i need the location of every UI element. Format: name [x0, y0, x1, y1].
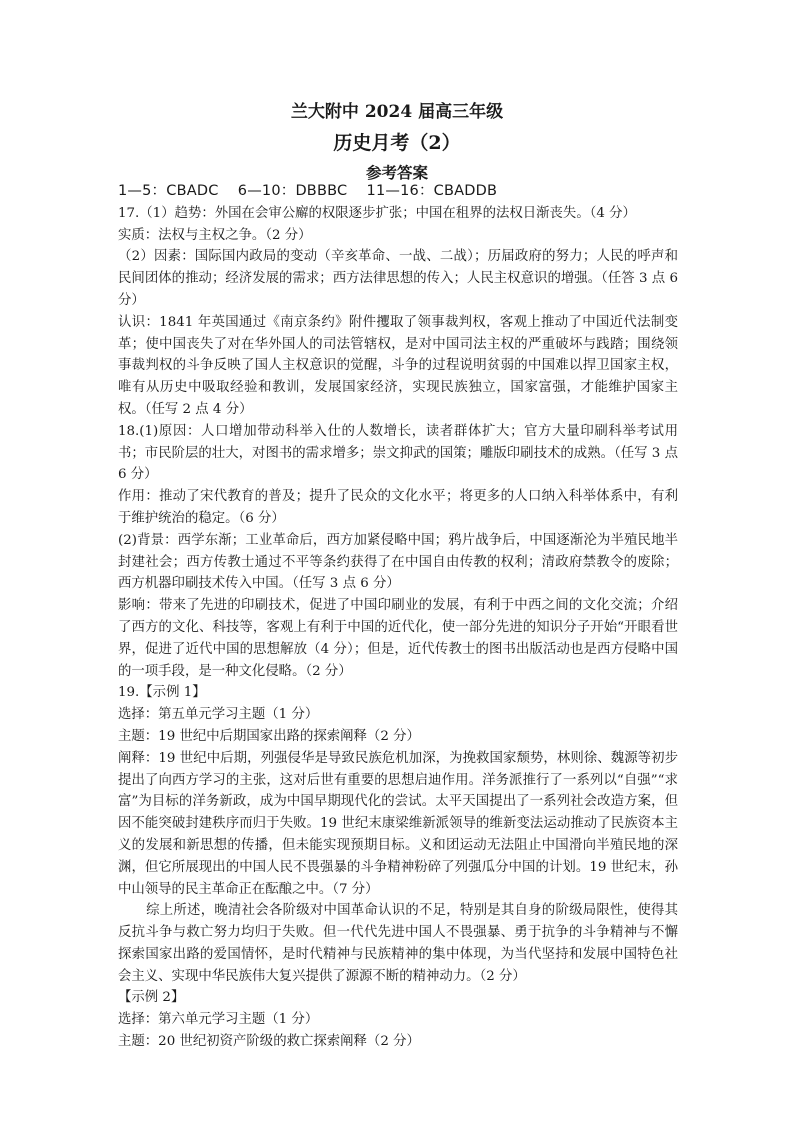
q17-part2-understanding: 认识：1841 年英国通过《南京条约》附件攫取了领事裁判权，客观上推动了中国近代法制变革；使中国丧失了对在华外国人的司法管辖权，是对中国司法主权的严重破坏与践踏；围绕领事裁判权的斗争反映了国人主权意识的觉醒，斗争的过程说明贫弱的中国难以捍卫国家主权，唯有从历史中吸取经验和教训，发展国家经济，实现民族独立，国家富强，才能维护国家主权。（任写 2 点 4 分） — [118, 314, 678, 417]
q17-part2-factors: （2）因素：国际国内政局的变动（辛亥革命、一战、二战）；历届政府的努力；人民的呼声和民间团体的推动；经济发展的需求；西方法律思想的传入；人民主权意识的增强。（任答 3 点 6 分） — [118, 249, 683, 308]
q17-part1-trend: 17.（1）趋势：外国在会审公廨的权限逐步扩张；中国在租界的法权日渐丧失。（4 分） — [118, 205, 636, 221]
q17-part1-essence: 实质：法权与主权之争。（2 分） — [118, 227, 312, 243]
answer-body — [118, 181, 683, 1053]
q18-part1-effects: 作用：推动了宋代教育的普及；提升了民众的文化水平；将更多的人口纳入科举体系中，有利于维护统治的稳定。（6 分） — [118, 489, 678, 526]
multiple-choice-answers: 1—5：CBADC 6—10：DBBBC 11—16：CBADDB — [118, 183, 498, 199]
q19-example2-theme: 主题：20 世纪初资产阶级的救亡探索阐释（2 分） — [118, 1034, 420, 1050]
q19-example1-conclusion: 综上所述，晚清社会各阶级对中国革命认识的不足，特别是其自身的阶级局限性，使得其反抗斗争与救亡努力均归于失败。但一代代先进中国人不畏强暴、勇于抗争的斗争精神与不懈探索国家出路的爱国情怀，是时代精神与民族精神的集中体现，为当代坚持和发展中国特色社会主义、实现中华民族伟大复兴提供了源源不断的精神动力。（2 分） — [118, 903, 678, 984]
q19-example1-choice: 选择：第五单元学习主题（1 分） — [118, 707, 319, 723]
q19-example2-choice: 选择：第六单元学习主题（1 分） — [118, 1012, 319, 1028]
q19-example2-heading: 【示例 2】 — [118, 990, 185, 1006]
answer-key-heading: 参考答案 — [365, 163, 428, 182]
q18-part1-reasons: 18.(1)原因：人口增加带动科举入仕的人数增长，读者群体扩大；官方大量印刷科举考试用书；市民阶层的壮大，对图书的需求增多；崇文抑武的国策；雕版印刷技术的成熟。（任写 3 点 6 分） — [118, 423, 683, 483]
q19-example1-heading: 19.【示例 1】 — [118, 685, 206, 701]
q18-part2-background: (2)背景：西学东渐；工业革命后，西方加紧侵略中国；鸦片战争后，中国逐渐沦为半殖民地半封建社会；西方传教士通过不平等条约获得了在中国自由传教的权利；清政府禁教令的废除；西方机器印刷技术传入中国。（任写 3 点 6 分） — [118, 532, 678, 592]
q19-example1-theme: 主题：19 世纪中后期国家出路的探索阐释（2 分） — [118, 728, 420, 744]
q19-example1-explanation: 阐释：19 世纪中后期，列强侵华是导致民族危机加深，为挽救国家颓势，林则徐、魏源等初步提出了向西方学习的主张，这对后世有重要的思想启迪作用。洋务派推行了一系列以“自强”“求富”为目标的洋务新政，成为中国早期现代化的尝试。太平天国提出了一系列社会改造方案，但因不能突破封建秩序而归于失败。19 世纪末康梁维新派领导的维新变法运动推动了民族资本主义的发展和新思想的传播，但未能实现预期目标。义和团运动无法阻止中国滑向半殖民地的深渊，但它所展现出的中国人民不畏强暴的斗争精神粉碎了列强瓜分中国的计划。19 世纪末，孙中山领导的民主革命正在酝酿之中。（7 分） — [118, 750, 678, 897]
exam-title: 历史月考（2） — [333, 132, 461, 154]
school-title: 兰大附中 2024 届高三年级 — [290, 102, 504, 122]
q18-part2-influence: 影响：带来了先进的印刷技术，促进了中国印刷业的发展，有利于中西之间的文化交流；介绍了西方的文化、科技等，客观上有利于中国的近代化，使一部分先进的知识分子开始“开眼看世界，促进了近代中国的思想解放（4 分）；但是，近代传教士的图书出版活动也是西方侵略中国的一项手段，是一种文化侵略。（2 分） — [118, 598, 678, 679]
